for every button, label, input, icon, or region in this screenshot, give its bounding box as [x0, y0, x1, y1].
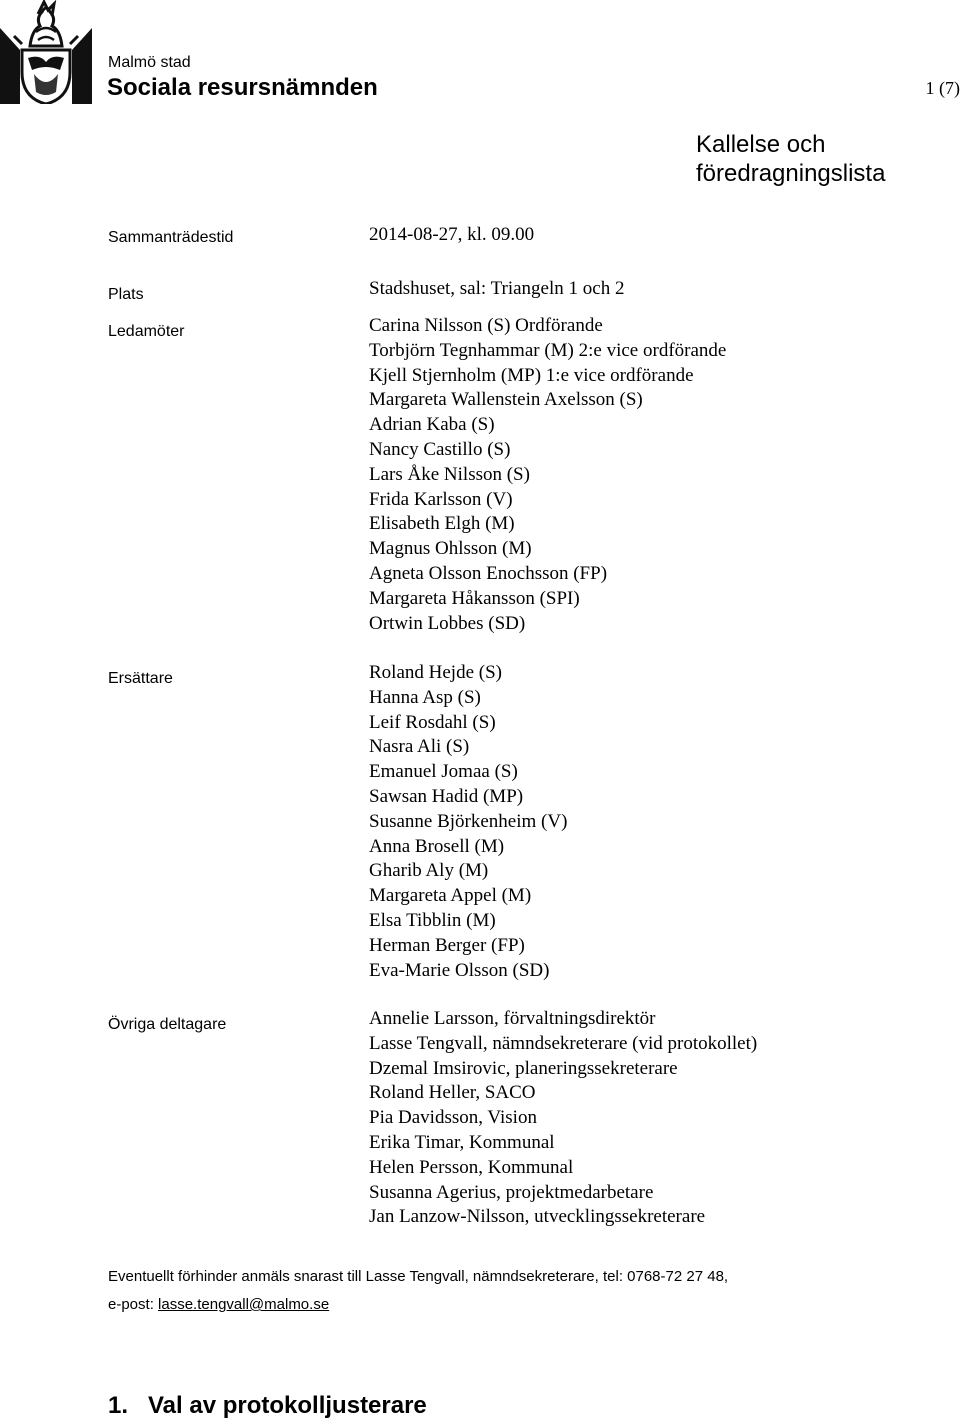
participant-item: Roland Heller, SACO [369, 1082, 536, 1104]
other-participants-list [369, 1007, 757, 1230]
substitute-item: Gharib Aly (M) [369, 860, 489, 882]
agenda-item-number: 1. [108, 1392, 129, 1419]
email-link[interactable]: lasse.tengvall@malmo.se [158, 1296, 330, 1313]
substitutes-label: Ersättare [108, 670, 173, 687]
substitute-item: Susanne Björkenheim (V) [369, 810, 568, 832]
malmo-coat-of-arms-icon [0, 0, 92, 104]
member-item: Lars Åke Nilsson (S) [369, 463, 530, 485]
agenda-item-title: Val av protokolljusterare [148, 1392, 427, 1419]
participant-item: Erika Timar, Kommunal [369, 1131, 555, 1153]
document-type-line-1: Kallelse och [696, 131, 826, 158]
absence-notice [108, 1263, 728, 1319]
member-item: Carina Nilsson (S) Ordförande [369, 315, 603, 336]
participant-item: Pia Davidsson, Vision [369, 1107, 537, 1129]
substitute-item: Anna Brosell (M) [369, 835, 505, 857]
agenda-item-heading [108, 1392, 427, 1420]
email-line [108, 1291, 728, 1319]
document-type-line-2: föredragningslista [696, 160, 886, 187]
substitute-item: Elsa Tibblin (M) [369, 909, 496, 931]
participant-item: Lasse Tengvall, nämndsekreterare (vid protokollet) [369, 1032, 758, 1054]
member-item: Elisabeth Elgh (M) [369, 513, 515, 535]
substitute-item: Herman Berger (FP) [369, 934, 525, 956]
member-item: Frida Karlsson (V) [369, 488, 513, 510]
members-label: Ledamöter [108, 323, 185, 340]
member-item: Adrian Kaba (S) [369, 414, 495, 436]
substitute-item: Emanuel Jomaa (S) [369, 761, 518, 783]
meeting-date-value: 2014-08-27, kl. 09.00 [369, 224, 535, 245]
member-item: Nancy Castillo (S) [369, 438, 511, 460]
org-name: Malmö stad [108, 54, 191, 71]
substitute-item: Leif Rosdahl (S) [369, 711, 496, 733]
board-name: Sociala resursnämnden [107, 74, 378, 101]
member-item: Agneta Olsson Enochsson (FP) [369, 562, 608, 584]
member-item: Torbjörn Tegnhammar (M) 2:e vice ordförande [369, 339, 727, 361]
other-participants-label: Övriga deltagare [108, 1016, 227, 1033]
meeting-place-label: Plats [108, 286, 144, 303]
substitute-item: Sawsan Hadid (MP) [369, 785, 524, 807]
meeting-place-value: Stadshuset, sal: Triangeln 1 och 2 [369, 278, 625, 299]
substitute-item: Margareta Appel (M) [369, 885, 532, 907]
member-item: Margareta Håkansson (SPI) [369, 587, 580, 609]
member-item: Margareta Wallenstein Axelsson (S) [369, 389, 643, 411]
member-item: Kjell Stjernholm (MP) 1:e vice ordförande [369, 364, 694, 386]
substitute-item: Roland Hejde (S) [369, 662, 502, 683]
absence-notice-text: Eventuellt förhinder anmäls snarast till Lasse Tengvall, nämndsekreterare, tel: 0768-72 27 48, [108, 1268, 729, 1285]
member-item: Magnus Ohlsson (M) [369, 538, 532, 560]
page-number: 1 (7) [925, 78, 960, 98]
substitutes-list [369, 661, 567, 983]
participant-item: Dzemal Imsirovic, planeringssekreterare [369, 1057, 678, 1079]
participant-item: Jan Lanzow-Nilsson, utvecklingssekreterare [369, 1206, 706, 1228]
document-type [696, 130, 885, 188]
members-list [369, 314, 726, 636]
meeting-date-label: Sammanträdestid [108, 229, 234, 246]
member-item: Ortwin Lobbes (SD) [369, 612, 526, 634]
participant-item: Helen Persson, Kommunal [369, 1156, 574, 1178]
substitute-item: Nasra Ali (S) [369, 736, 470, 758]
email-prefix: e-post: [108, 1296, 159, 1313]
substitute-item: Hanna Asp (S) [369, 686, 481, 708]
substitute-item: Eva-Marie Olsson (SD) [369, 959, 550, 981]
participant-item: Annelie Larsson, förvaltningsdirektör [369, 1008, 656, 1029]
participant-item: Susanna Agerius, projektmedarbetare [369, 1181, 654, 1203]
